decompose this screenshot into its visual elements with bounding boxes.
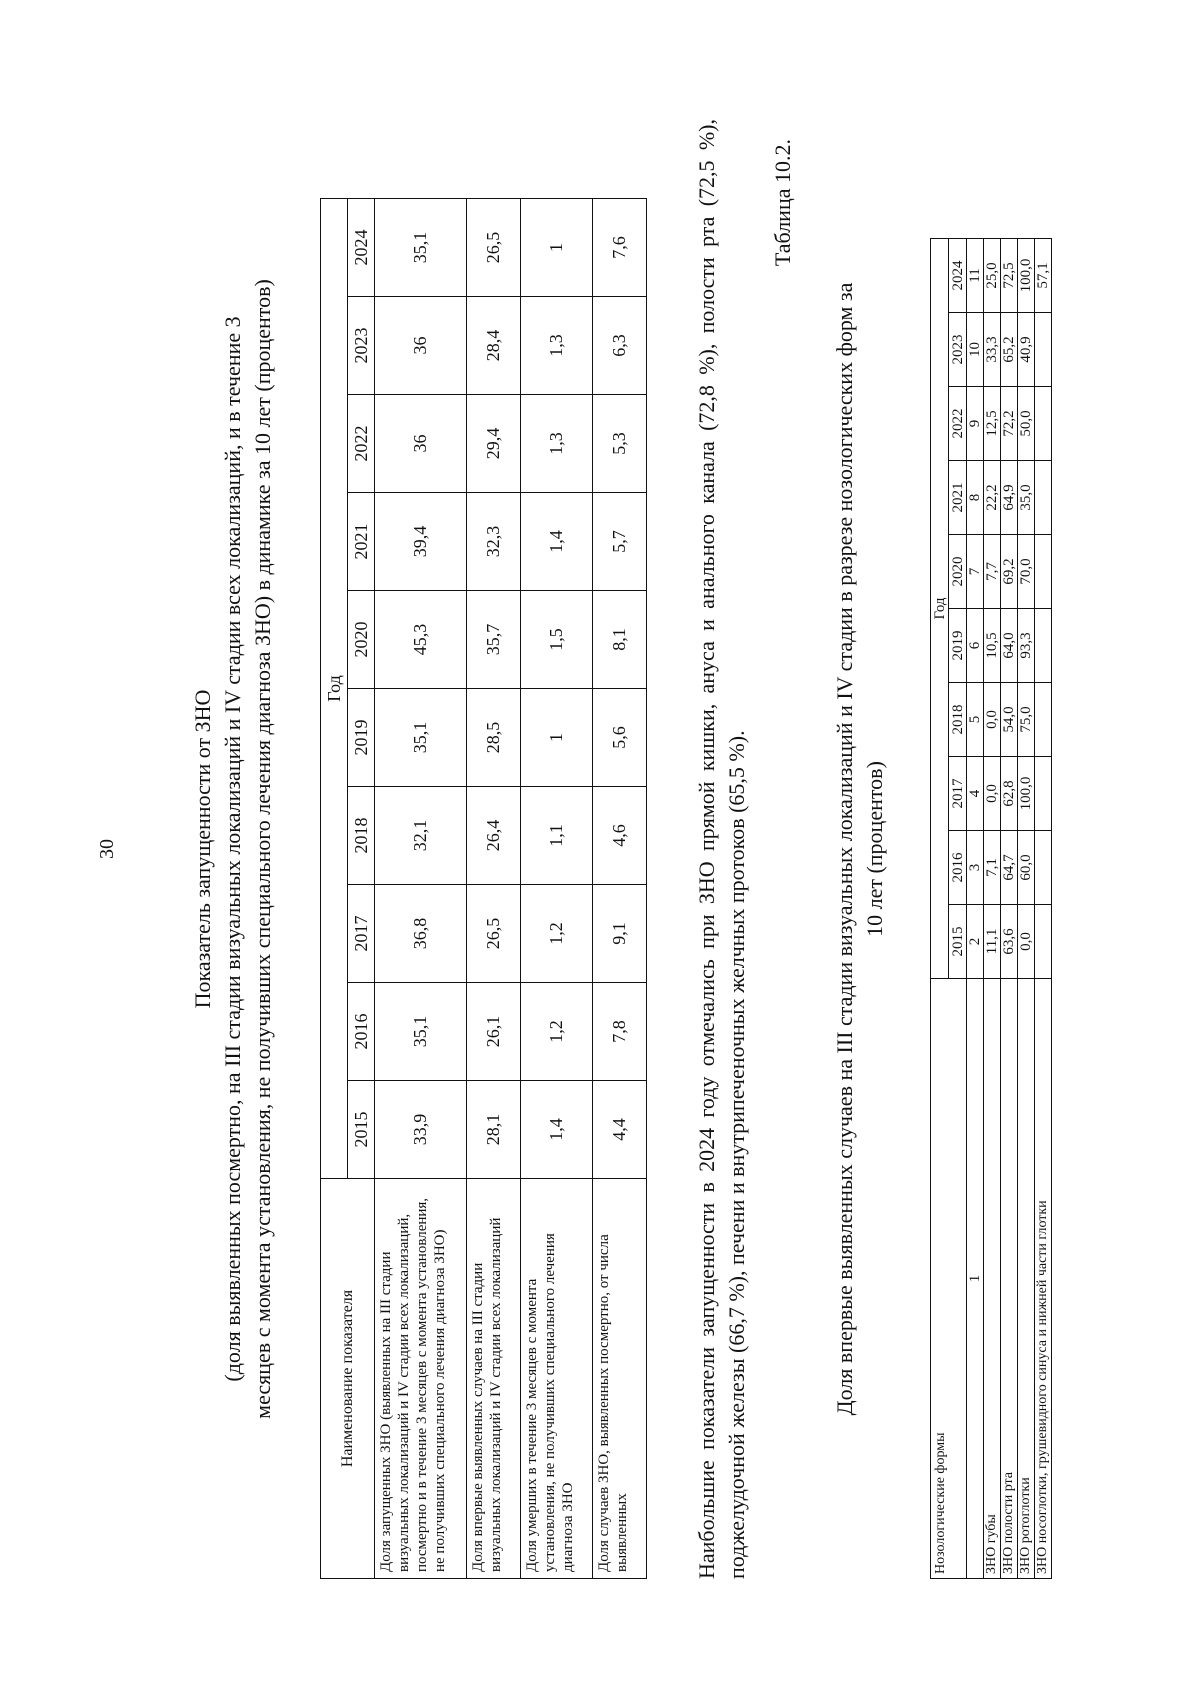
cell-value: 4,4 <box>593 1081 647 1179</box>
cell-value: 1,4 <box>521 1081 593 1179</box>
cell-value <box>1035 757 1052 831</box>
cell-value: 10 <box>967 313 984 387</box>
cell-value: 57,1 <box>1035 239 1052 313</box>
header-year: Год <box>931 239 949 979</box>
body-paragraph: Наибольшие показатели запущенности в 2024 году отмечались при ЗНО прямой кишки, ануса и анального канала (72,8 %), полости рта (72,5 %), поджелудочной железы (66,7 %), печени и внутрипеченочных желчных протоков (65,5 %). <box>694 119 749 1579</box>
cell-value: 36,8 <box>375 885 467 983</box>
index-label: 1 <box>967 979 984 1579</box>
cell-value: 39,4 <box>375 493 467 591</box>
table-row <box>1035 239 1052 1579</box>
cell-value: 11 <box>967 239 984 313</box>
cell-value: 0,0 <box>1018 905 1035 979</box>
cell-value: 60,0 <box>1018 831 1035 905</box>
cell-value: 64,7 <box>1001 831 1018 905</box>
cell-value: 26,5 <box>467 199 521 297</box>
cell-value: 0,0 <box>984 683 1001 757</box>
cell-value: 7,8 <box>593 983 647 1081</box>
table-row <box>467 199 521 1579</box>
header-year: Год <box>321 199 348 1179</box>
year-header: 2023 <box>949 313 967 387</box>
cell-value: 100,0 <box>1018 239 1035 313</box>
row-name: Доля случаев ЗНО, выявленных посмертно, от числа выявленных <box>593 1179 647 1579</box>
cell-value: 3 <box>967 831 984 905</box>
row-name: Доля запущенных ЗНО (выявленных на III стадии визуальных локализаций и IV стадии всех локализаций, посмертно и в течение 3 месяцев с момента установления, не получивших специального лечения диагноза ЗНО) <box>375 1179 467 1579</box>
cell-value: 65,2 <box>1001 313 1018 387</box>
cell-value <box>1035 609 1052 683</box>
cell-value: 70,0 <box>1018 535 1035 609</box>
table-row <box>375 199 467 1579</box>
header-forms: Нозологические формы <box>931 979 967 1579</box>
row-name: ЗНО носоглотки, грушевидного синуса и нижней части глотки <box>1035 979 1052 1579</box>
cell-value: 7,6 <box>593 199 647 297</box>
year-header: 2021 <box>949 461 967 535</box>
cell-value <box>1035 313 1052 387</box>
cell-value: 40,9 <box>1018 313 1035 387</box>
caption-line: Доля впервые выявленных случаев на III стадии визуальных локализаций и IV стадии в разрезе нозологических форм за <box>832 282 857 1416</box>
cell-value: 28,1 <box>467 1081 521 1179</box>
year-header: 2015 <box>949 905 967 979</box>
cell-value: 26,1 <box>467 983 521 1081</box>
cell-value <box>1035 461 1052 535</box>
cell-value: 7,7 <box>984 535 1001 609</box>
cell-value: 1,3 <box>521 395 593 493</box>
cell-value: 2 <box>967 905 984 979</box>
table-row <box>593 199 647 1579</box>
cell-value: 33,3 <box>984 313 1001 387</box>
cell-value: 35,7 <box>467 591 521 689</box>
cell-value: 72,2 <box>1001 387 1018 461</box>
cell-value: 32,1 <box>375 787 467 885</box>
title-line: Показатель запущенности от ЗНО <box>190 689 215 1009</box>
cell-value: 1,1 <box>521 787 593 885</box>
cell-value: 36 <box>375 395 467 493</box>
cell-value: 1,2 <box>521 885 593 983</box>
cell-value: 54,0 <box>1001 683 1018 757</box>
cell-value: 5,3 <box>593 395 647 493</box>
year-header: 2018 <box>949 683 967 757</box>
cell-value: 28,4 <box>467 297 521 395</box>
year-header: 2017 <box>348 885 375 983</box>
year-header: 2020 <box>949 535 967 609</box>
caption-line: 10 лет (процентов) <box>862 761 887 937</box>
cell-value: 1 <box>521 199 593 297</box>
cell-value: 1,2 <box>521 983 593 1081</box>
year-header: 2017 <box>949 757 967 831</box>
table-row <box>1001 239 1018 1579</box>
year-header: 2023 <box>348 297 375 395</box>
cell-value: 75,0 <box>1018 683 1035 757</box>
cell-value: 36 <box>375 297 467 395</box>
cell-value: 25,0 <box>984 239 1001 313</box>
cell-value: 26,4 <box>467 787 521 885</box>
page-number: 30 <box>96 839 118 859</box>
cell-value <box>1035 387 1052 461</box>
cell-value: 4 <box>967 757 984 831</box>
cell-value: 8,1 <box>593 591 647 689</box>
table1-title <box>188 139 278 1559</box>
year-header: 2020 <box>348 591 375 689</box>
cell-value: 10,5 <box>984 609 1001 683</box>
table2-caption <box>830 109 890 1589</box>
cell-value: 1,4 <box>521 493 593 591</box>
cell-value: 35,1 <box>375 199 467 297</box>
cell-value: 0,0 <box>984 757 1001 831</box>
year-header: 2021 <box>348 493 375 591</box>
row-name: Доля умерших в течение 3 месяцев с момента установления, не получивших специального лечения диагноза ЗНО <box>521 1179 593 1579</box>
cell-value: 6 <box>967 609 984 683</box>
cell-value <box>1035 905 1052 979</box>
cell-value: 69,2 <box>1001 535 1018 609</box>
table-neglect-indicators <box>320 198 647 1579</box>
cell-value: 1,3 <box>521 297 593 395</box>
cell-value: 8 <box>967 461 984 535</box>
cell-value <box>1035 831 1052 905</box>
cell-value: 9,1 <box>593 885 647 983</box>
cell-value: 5,6 <box>593 689 647 787</box>
year-header: 2016 <box>949 831 967 905</box>
cell-value: 35,1 <box>375 689 467 787</box>
cell-value: 1 <box>521 689 593 787</box>
title-line: месяцев с момента установления, не получивших специального лечения диагноза ЗНО) в динамике за 10 лет (процентов) <box>250 279 275 1419</box>
year-header: 2015 <box>348 1081 375 1179</box>
row-name: Доля впервые выявленных случаев на III стадии визуальных локализаций и IV стадии всех локализаций <box>467 1179 521 1579</box>
title-line: (доля выявленных посмертно, на III стадии визуальных локализаций и IV стадии всех локализаций, и в течение 3 <box>220 316 245 1382</box>
table-row <box>967 239 984 1579</box>
row-name: ЗНО ротоглотки <box>1018 979 1035 1579</box>
year-header: 2018 <box>348 787 375 885</box>
table-number: Таблица 10.2. <box>770 139 795 267</box>
cell-value: 7,1 <box>984 831 1001 905</box>
table-row <box>521 199 593 1579</box>
cell-value: 29,4 <box>467 395 521 493</box>
cell-value: 100,0 <box>1018 757 1035 831</box>
cell-value: 32,3 <box>467 493 521 591</box>
cell-value: 1,5 <box>521 591 593 689</box>
cell-value: 62,8 <box>1001 757 1018 831</box>
row-name: ЗНО полости рта <box>1001 979 1018 1579</box>
year-header: 2019 <box>949 609 967 683</box>
cell-value: 28,5 <box>467 689 521 787</box>
cell-value: 6,3 <box>593 297 647 395</box>
cell-value: 12,5 <box>984 387 1001 461</box>
cell-value: 4,6 <box>593 787 647 885</box>
year-header: 2022 <box>348 395 375 493</box>
year-header: 2024 <box>348 199 375 297</box>
row-name: ЗНО губы <box>984 979 1001 1579</box>
cell-value: 72,5 <box>1001 239 1018 313</box>
cell-value: 93,3 <box>1018 609 1035 683</box>
cell-value: 64,9 <box>1001 461 1018 535</box>
cell-value: 5,7 <box>593 493 647 591</box>
table-nosological-forms <box>930 238 1052 1579</box>
header-indicator: Наименование показателя <box>321 1179 375 1579</box>
cell-value: 35,0 <box>1018 461 1035 535</box>
table-row <box>984 239 1001 1579</box>
cell-value: 5 <box>967 683 984 757</box>
cell-value <box>1035 535 1052 609</box>
cell-value: 50,0 <box>1018 387 1035 461</box>
cell-value: 9 <box>967 387 984 461</box>
cell-value: 63,6 <box>1001 905 1018 979</box>
cell-value <box>1035 683 1052 757</box>
table-row <box>1018 239 1035 1579</box>
cell-value: 35,1 <box>375 983 467 1081</box>
year-header: 2022 <box>949 387 967 461</box>
cell-value: 11,1 <box>984 905 1001 979</box>
cell-value: 22,2 <box>984 461 1001 535</box>
cell-value: 64,0 <box>1001 609 1018 683</box>
cell-value: 33,9 <box>375 1081 467 1179</box>
year-header: 2024 <box>949 239 967 313</box>
year-header: 2016 <box>348 983 375 1081</box>
year-header: 2019 <box>348 689 375 787</box>
cell-value: 26,5 <box>467 885 521 983</box>
cell-value: 45,3 <box>375 591 467 689</box>
cell-value: 7 <box>967 535 984 609</box>
